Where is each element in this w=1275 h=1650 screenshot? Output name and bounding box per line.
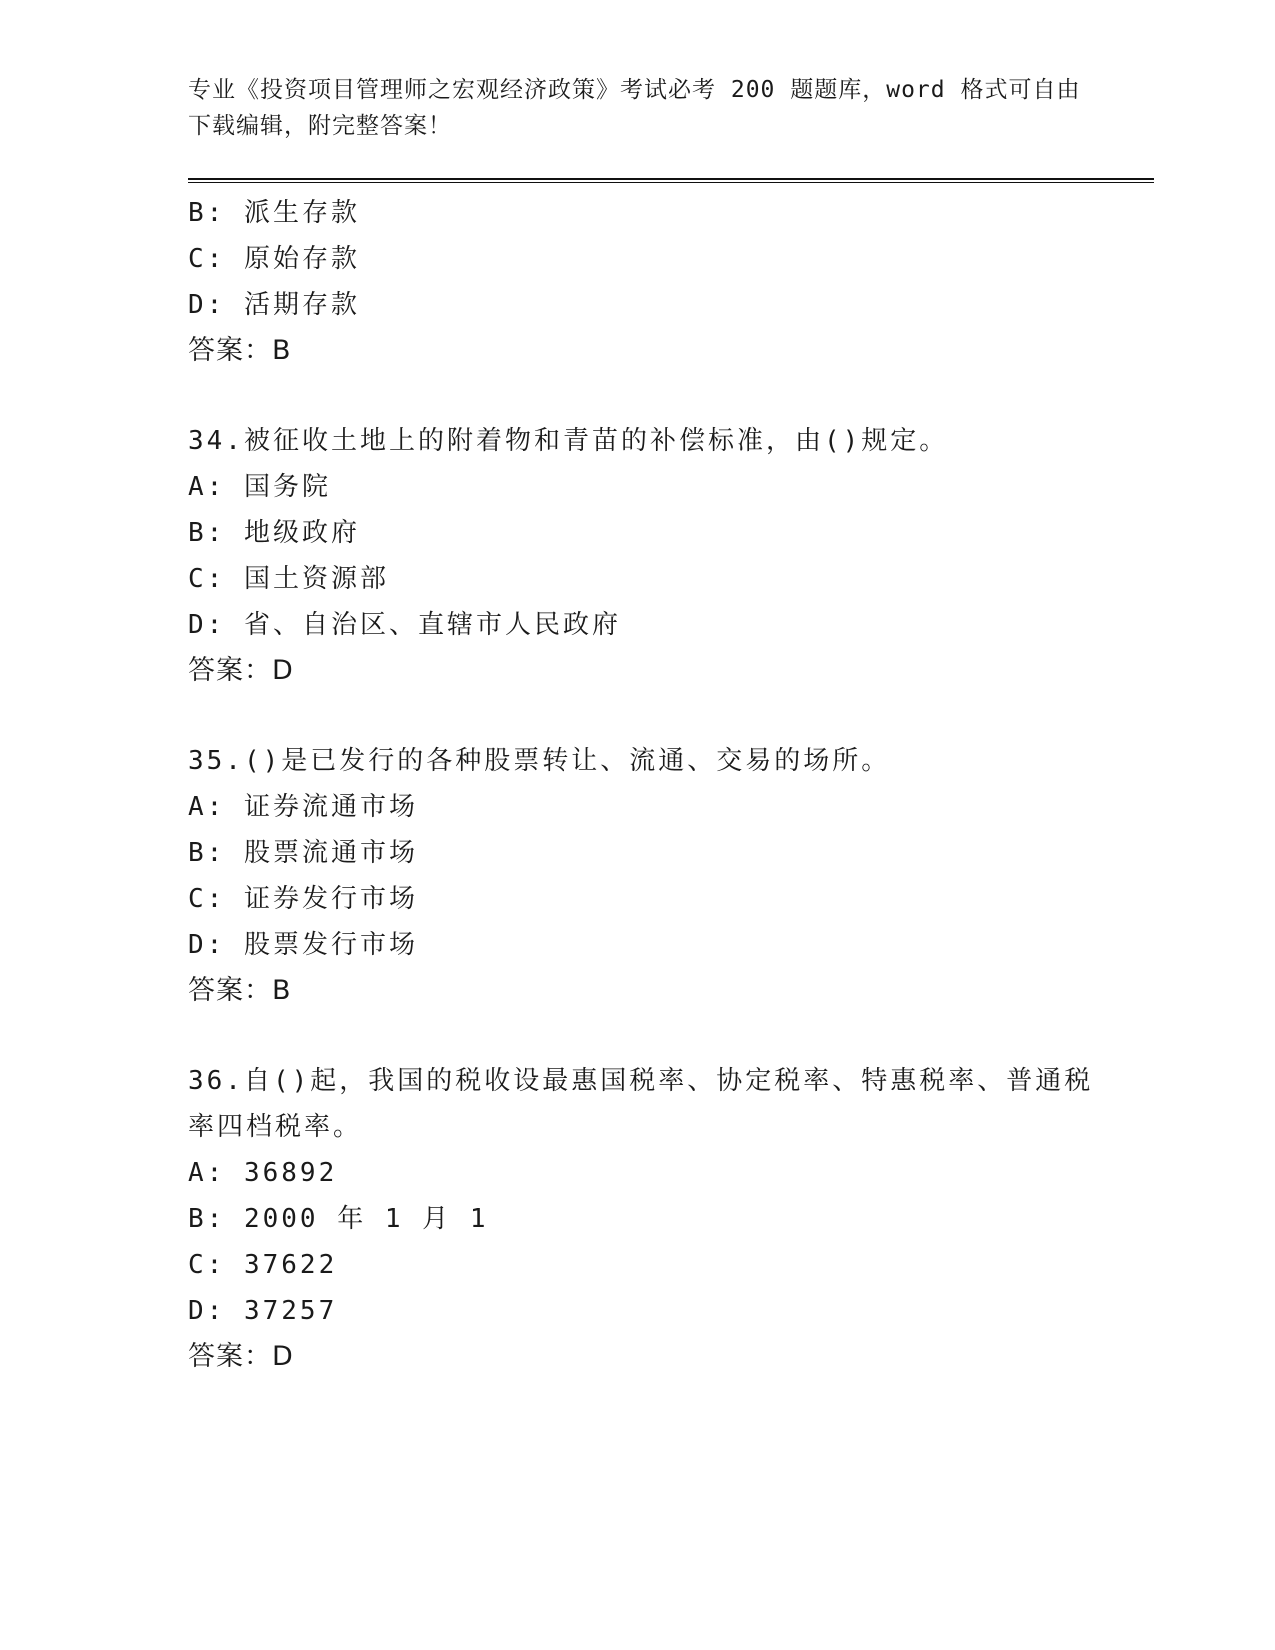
question-34 — [188, 418, 1088, 694]
option-b: B: 派生存款 — [188, 198, 360, 228]
option-c: C: 国土资源部 — [188, 564, 389, 594]
option-c: C: 原始存款 — [188, 244, 360, 274]
question-list — [188, 190, 1094, 1380]
header-line-1: 专业《投资项目管理师之宏观经济政策》考试必考 200 题题库，word 格式可自由 — [188, 77, 1081, 103]
answer: 答案：D — [188, 655, 294, 686]
option-d: D: 股票发行市场 — [188, 930, 418, 960]
option-b: B: 2000 年 1 月 1 — [188, 1204, 489, 1234]
option-c: C: 37622 — [188, 1250, 338, 1280]
spacer — [188, 374, 1088, 418]
question-35 — [188, 738, 1088, 1014]
option-d: D: 省、自治区、直辖市人民政府 — [188, 610, 621, 640]
question-36 — [188, 1058, 1094, 1380]
answer: 答案：B — [188, 335, 292, 366]
option-d: D: 活期存款 — [188, 290, 360, 320]
option-d: D: 37257 — [188, 1296, 338, 1326]
option-a: A: 证券流通市场 — [188, 792, 418, 822]
option-b: B: 股票流通市场 — [188, 838, 418, 868]
question-33-continued — [188, 190, 1088, 374]
option-b: B: 地级政府 — [188, 518, 360, 548]
question-text: 35.()是已发行的各种股票转让、流通、交易的场所。 — [188, 746, 891, 776]
answer: 答案：D — [188, 1341, 294, 1372]
question-text-line-2: 率四档税率。 — [188, 1112, 363, 1142]
option-c: C: 证券发行市场 — [188, 884, 418, 914]
spacer — [188, 694, 1088, 738]
question-text-line-1: 36.自()起，我国的税收设最惠国税率、协定税率、特惠税率、普通税 — [188, 1066, 1094, 1096]
option-a: A: 36892 — [188, 1158, 338, 1188]
spacer — [188, 1014, 1088, 1058]
header-divider — [188, 178, 1154, 183]
question-text: 34.被征收土地上的附着物和青苗的补偿标准，由()规定。 — [188, 426, 949, 456]
document-header — [188, 72, 1088, 144]
header-line-2: 下载编辑，附完整答案！ — [188, 113, 452, 139]
option-a: A: 国务院 — [188, 472, 331, 502]
answer: 答案：B — [188, 975, 292, 1006]
